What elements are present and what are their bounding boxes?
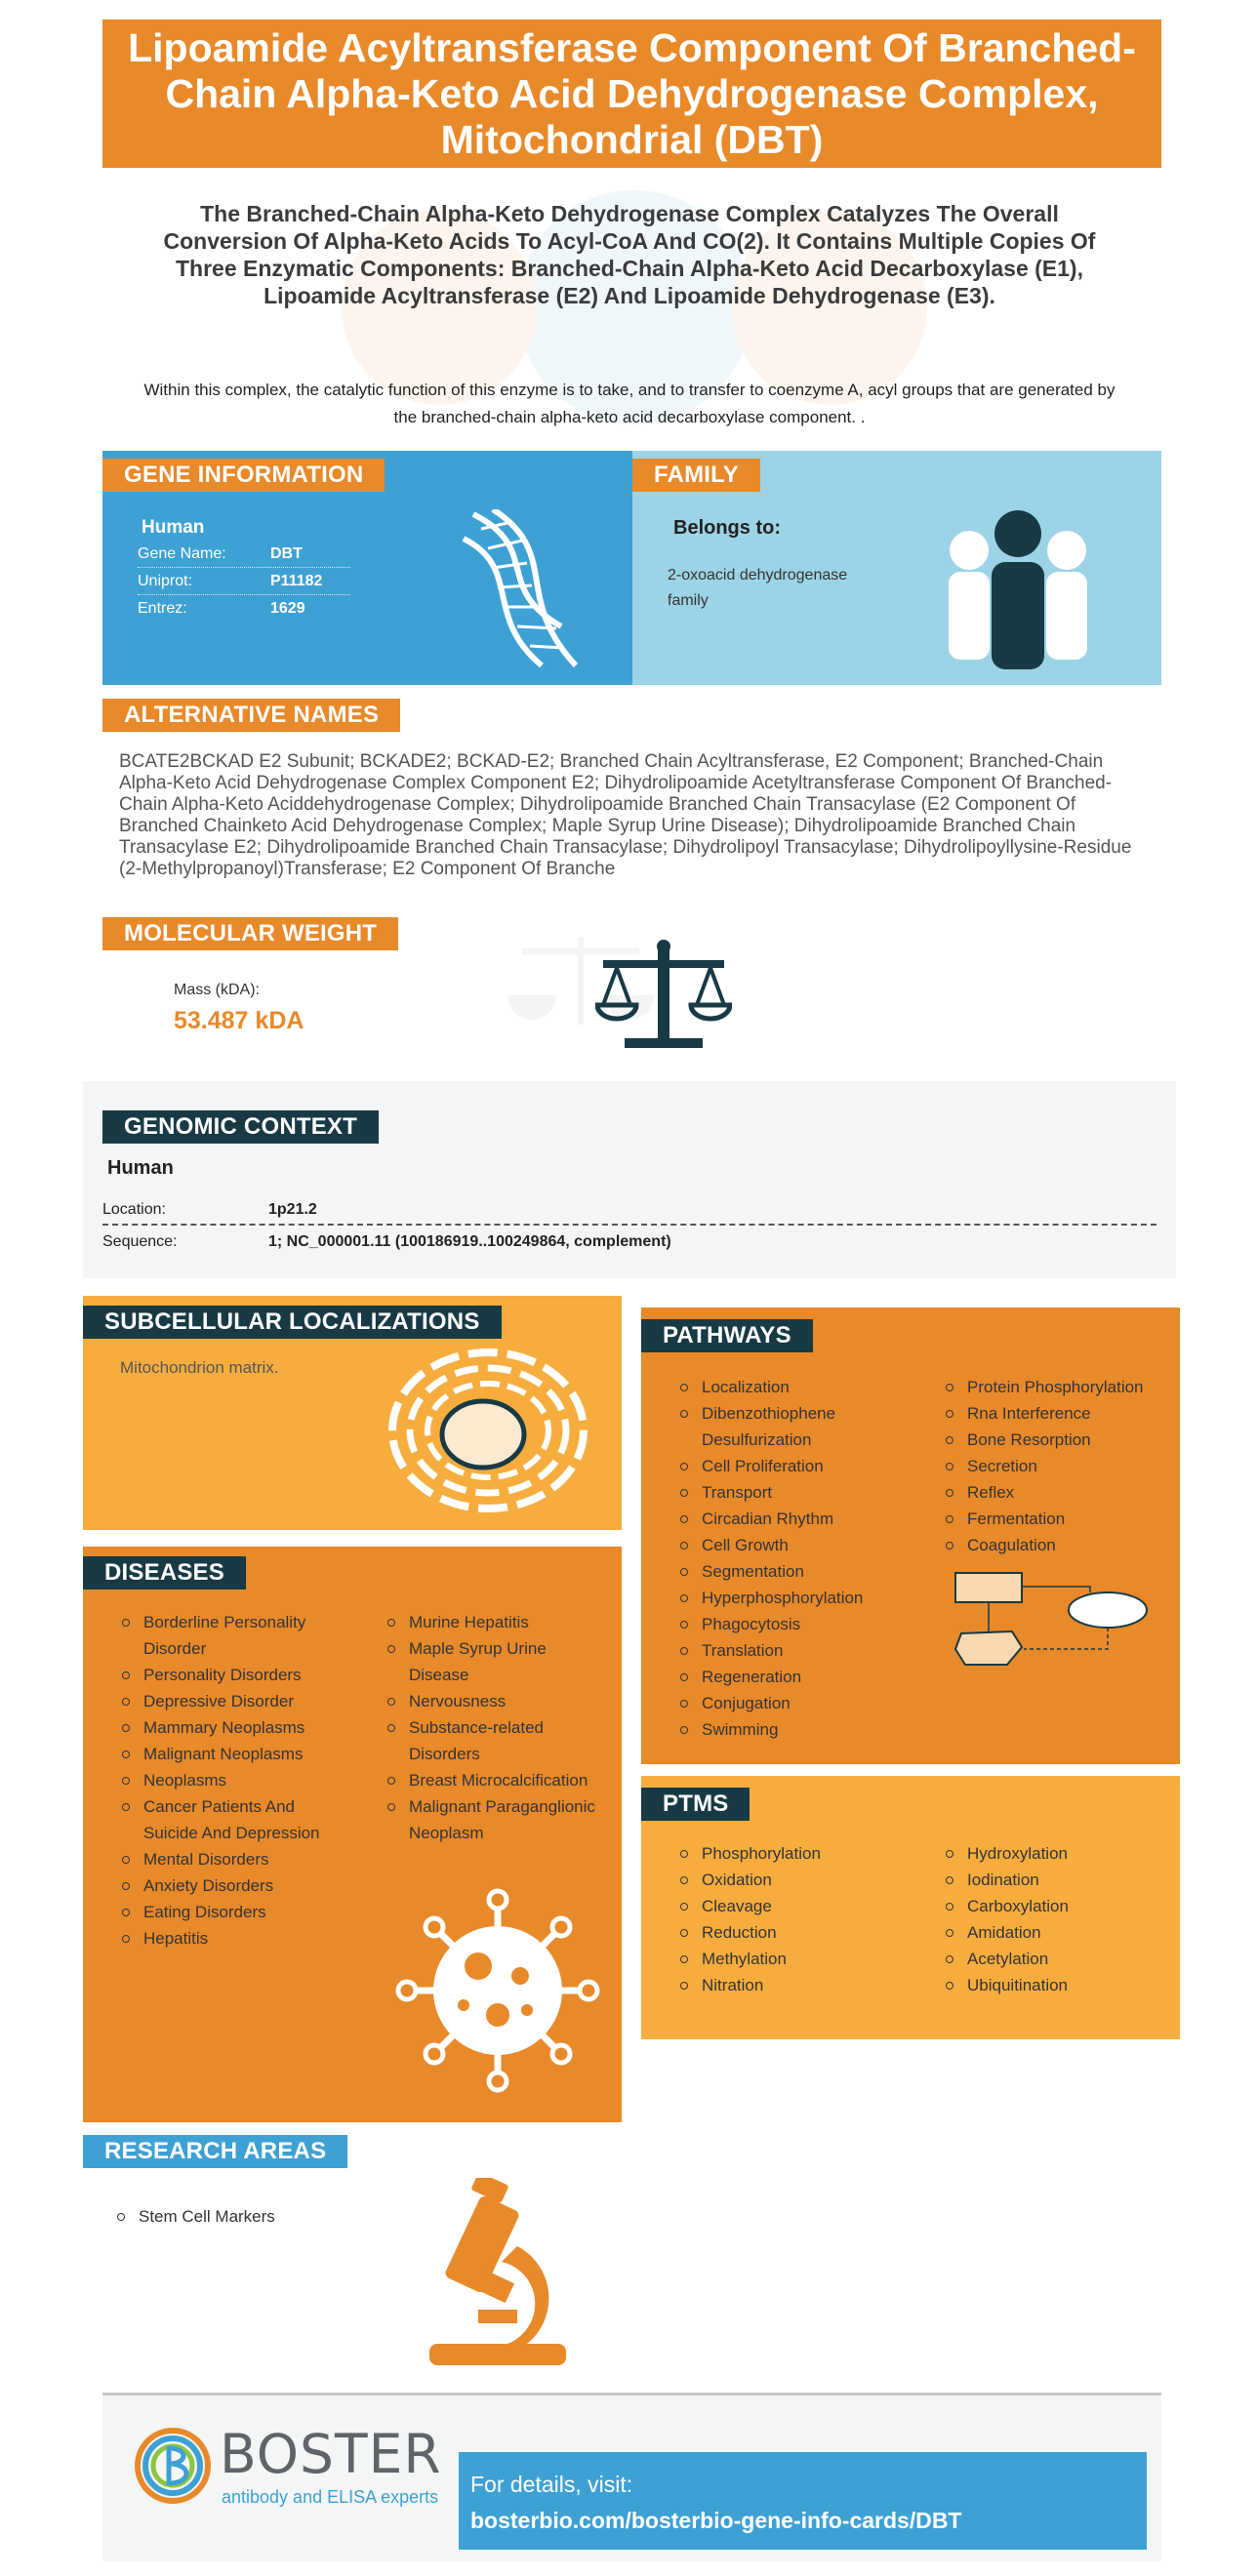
people-icon xyxy=(945,509,1091,675)
summary-text: The Branched-Chain Alpha-Keto Dehydrogenase Complex Catalyzes The Overall Conversion Of Alpha-Keto Acids To Acyl-CoA And CO(2). It Contains Multiple Copies Of Three Enzymatic Components: Branched-Chain Alpha-Keto Acid Decarboxylase (E1), Lipoamide Acyltransferase (E2) And Lipoamide Dehydrogenase (E3). xyxy=(163,201,1096,308)
research-areas-list xyxy=(117,2203,410,2230)
family-value: 2-oxoacid dehydrogenase family xyxy=(668,567,848,609)
gene-information-heading: GENE INFORMATION xyxy=(102,459,385,492)
boster-logo-icon xyxy=(134,2427,212,2505)
title-banner xyxy=(102,20,1161,168)
ptms-list-left xyxy=(680,1840,895,1998)
mass-label: Mass (kDA): xyxy=(174,982,260,998)
function-text: Within this complex, the catalytic function of this enzyme is to take, and to transfer to coenzyme A, acyl groups that are generated by the branched-chain alpha-keto acid decarboxylase component. . xyxy=(143,381,1115,426)
list-item: Protein Phosphorylation xyxy=(946,1374,1175,1400)
gene-row-value: 1629 xyxy=(270,600,305,617)
genomic-context-heading: GENOMIC CONTEXT xyxy=(102,1110,379,1144)
list-item: Methylation xyxy=(680,1946,895,1972)
list-item: Breast Microcalcification xyxy=(387,1767,597,1793)
list-item: Localization xyxy=(680,1374,895,1400)
mass-value: 53.487 kDA xyxy=(174,1007,304,1034)
list-item: Ubiquitination xyxy=(946,1972,1160,1998)
list-item: Substance-related Disorders xyxy=(387,1714,597,1767)
list-item: Mental Disorders xyxy=(122,1846,332,1872)
list-item: Phosphorylation xyxy=(680,1840,895,1867)
list-item: Nervousness xyxy=(387,1688,597,1714)
family-belongs-label: Belongs to: xyxy=(673,517,781,539)
list-item: Conjugation xyxy=(680,1690,895,1716)
list-item: Reduction xyxy=(680,1919,895,1946)
details-box xyxy=(459,2452,1147,2550)
diseases-heading: DISEASES xyxy=(83,1556,246,1590)
list-item: Hyperphosphorylation xyxy=(680,1585,895,1611)
research-areas-heading-wrap xyxy=(83,2135,347,2168)
research-areas-heading: RESEARCH AREAS xyxy=(83,2135,347,2168)
footer xyxy=(102,2395,1161,2561)
gene-row-uniprot xyxy=(138,568,350,595)
list-item: Maple Syrup Urine Disease xyxy=(387,1635,597,1688)
ptms-heading: PTMS xyxy=(641,1788,750,1821)
page-title: Lipoamide Acyltransferase Component Of Branched-Chain Alpha-Keto Acid Dehydrogenase Complex, Mitochondrial (DBT) xyxy=(128,24,1136,162)
scale-icon xyxy=(595,937,732,1054)
details-link[interactable]: bosterbio.com/bosterbio-gene-info-cards/DBT xyxy=(470,2508,962,2533)
pathways-list-left xyxy=(680,1374,895,1743)
list-item: Dibenzothiophene Desulfurization xyxy=(680,1400,895,1453)
list-item: Borderline Personality Disorder xyxy=(122,1609,332,1662)
list-item: Bone Resorption xyxy=(946,1427,1175,1453)
gene-row-label: Entrez: xyxy=(138,600,187,617)
list-item: Oxidation xyxy=(680,1867,895,1893)
list-item: Personality Disorders xyxy=(122,1662,332,1688)
list-item: Eating Disorders xyxy=(122,1899,332,1925)
brand-tagline: antibody and ELISA experts xyxy=(222,2487,439,2507)
microscope-icon xyxy=(420,2178,576,2368)
gene-species: Human xyxy=(142,517,205,538)
gene-row-value: P11182 xyxy=(270,572,323,589)
list-item: Regeneration xyxy=(680,1664,895,1690)
diseases-list-right xyxy=(387,1609,597,1846)
list-item: Translation xyxy=(680,1637,895,1664)
diseases-list-left xyxy=(122,1609,332,1952)
list-item: Circadian Rhythm xyxy=(680,1506,895,1532)
subcellular-text: Mitochondrion matrix. xyxy=(120,1358,279,1377)
brand-name: BOSTER xyxy=(220,2423,442,2485)
list-item: Coagulation xyxy=(946,1532,1175,1558)
gene-row-value: DBT xyxy=(270,544,303,562)
molecular-weight-heading: MOLECULAR WEIGHT xyxy=(102,917,398,950)
gene-row-label: Gene Name: xyxy=(138,544,226,562)
ptms-list-right xyxy=(946,1840,1160,1998)
list-item: Mammary Neoplasms xyxy=(122,1714,332,1741)
sequence-row xyxy=(102,1228,1156,1257)
location-label: Location: xyxy=(102,1201,166,1218)
gene-information-panel xyxy=(102,451,632,685)
list-item: Murine Hepatitis xyxy=(387,1609,597,1635)
list-item: Neoplasms xyxy=(122,1767,332,1793)
pathway-diagram-icon xyxy=(953,1569,1149,1676)
gene-row-label: Uniprot: xyxy=(138,572,193,589)
location-value: 1p21.2 xyxy=(268,1201,317,1218)
alternative-names-text: BCATE2BCKAD E2 Subunit; BCKADE2; BCKAD-E2; Branched Chain Acyltransferase, E2 Component; Branched-Chain Alpha-Keto Acid Dehydrogenase Complex Component E2; Dihydrolipoamide Acetyltransferase Component Of Branched-Chain Alpha-Keto Aciddehydrogenase Complex; Dihydrolipoamide Branched Chain Transacylase (E2 Component Of Branched Chainketo Acid Dehydrogenase Complex; Maple Syrup Urine Disease); Dihydrolipoamide Branched Chain Transacylase E2; Dihydrolipoamide Branched Chain Transacylase; Dihydrolipoyl Transacylase; Dihydrolipoyllysine-Residue (2-Methylpropanoyl)Transferase; E2 Component Of Branche xyxy=(119,751,1132,879)
list-item: Reflex xyxy=(946,1479,1175,1506)
alternative-names-heading: ALTERNATIVE NAMES xyxy=(102,699,400,732)
list-item: Nitration xyxy=(680,1972,895,1998)
dna-icon xyxy=(454,509,581,670)
list-item: Cell Growth xyxy=(680,1532,895,1558)
gene-row-entrez xyxy=(138,595,350,623)
list-item: Swimming xyxy=(680,1716,895,1743)
list-item: Phagocytosis xyxy=(680,1611,895,1637)
list-item: Cancer Patients And Suicide And Depression xyxy=(122,1793,332,1846)
details-label: For details, visit: xyxy=(470,2472,633,2497)
family-heading: FAMILY xyxy=(632,459,760,492)
sequence-label: Sequence: xyxy=(102,1233,178,1250)
pathways-panel xyxy=(641,1308,1180,1764)
list-item: Segmentation xyxy=(680,1558,895,1585)
family-panel xyxy=(632,451,1161,685)
list-item: Rna Interference xyxy=(946,1400,1175,1427)
sequence-value: 1; NC_000001.11 (100186919..100249864, complement) xyxy=(268,1233,671,1250)
list-item: Cleavage xyxy=(680,1893,895,1919)
list-item: Acetylation xyxy=(946,1946,1160,1972)
list-item: Hepatitis xyxy=(122,1925,332,1952)
virus-icon xyxy=(395,1888,600,2093)
list-item: Depressive Disorder xyxy=(122,1688,332,1714)
list-item: Malignant Neoplasms xyxy=(122,1741,332,1767)
genomic-species: Human xyxy=(107,1157,174,1179)
gene-row-name xyxy=(138,541,350,568)
ptms-panel xyxy=(641,1776,1180,2039)
list-item: Malignant Paraganglionic Neoplasm xyxy=(387,1793,597,1846)
location-row xyxy=(102,1196,1156,1226)
list-item: Fermentation xyxy=(946,1506,1175,1532)
list-item: Carboxylation xyxy=(946,1893,1160,1919)
list-item: Amidation xyxy=(946,1919,1160,1946)
subcellular-heading: SUBCELLULAR LOCALIZATIONS xyxy=(83,1306,502,1339)
genomic-context-panel xyxy=(83,1081,1176,1278)
subcellular-localizations-panel xyxy=(83,1296,622,1530)
list-item: Anxiety Disorders xyxy=(122,1872,332,1899)
list-item: Cell Proliferation xyxy=(680,1453,895,1479)
mitochondrion-icon xyxy=(385,1345,590,1515)
list-item: Secretion xyxy=(946,1453,1175,1479)
list-item: Stem Cell Markers xyxy=(117,2203,410,2230)
list-item: Hydroxylation xyxy=(946,1840,1160,1867)
pathways-list-right xyxy=(946,1374,1175,1558)
list-item: Iodination xyxy=(946,1867,1160,1893)
diseases-panel xyxy=(83,1547,622,2122)
list-item: Transport xyxy=(680,1479,895,1506)
pathways-heading: PATHWAYS xyxy=(641,1319,813,1352)
